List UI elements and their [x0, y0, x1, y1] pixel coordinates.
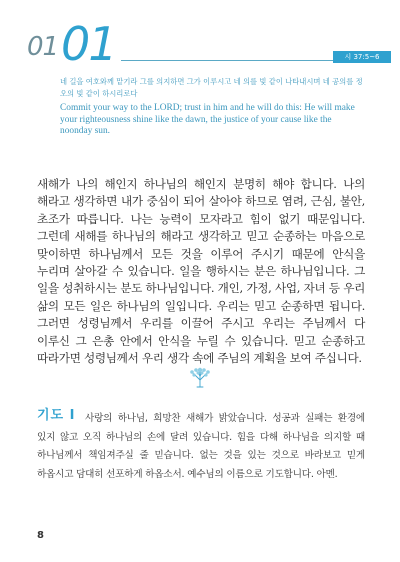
tree-icon — [187, 366, 213, 388]
verse-korean: 네 길을 여호와께 맡기라 그를 의지하면 그가 이루시고 네 의를 빛 같이 나타내시며 네 공의를 정오의 빛 같이 하시리로다 — [60, 77, 363, 98]
date-header — [27, 17, 380, 71]
verse-english: Commit your way to the LORD; trust in him and he will do this: He will make your righteousness shine like the dawn, the justice of your cause like the noonday sun. — [60, 103, 355, 136]
day-number: 01 — [61, 17, 116, 71]
devotional-body: 새해가 나의 해인지 하나님의 해인지 분명히 해야 합니다. 나의 해라고 생각하면 내가 중심이 되어 살아야 하므로 염려, 근심, 불안, 초조가 따릅니다. 나는 능력이 모자라고 힘이 없기 때문입니다. 그런데 새해를 하나님의 해라고 생각하고 믿고 순종하는 마음으로 맞이하면 하나님께서 모든 것을 이루어 주시기 때문에 안식을 누리며 살아갈 수 있습니다. 일을 행하시는 분은 하나님입니다. 그 일을 성취하시는 분도 하나님입니다. 개인, 가정, 사업, 자녀 등 우리 삶의 모든 일은 하나님의 일입니다. 우리는 믿고 순종하면 됩니다. 그러면 성령님께서 우리를 이끌어 주시고 우리는 주님께서 다 이루신 그 은총 안에서 안식을 누릴 수 있습니다. 믿고 순종하고 따라가면 성령님께서 우리 생각 속에 주님의 계획을 보여 주십니다. — [37, 177, 365, 366]
scripture-reference-badge: 시 37:5~6 — [333, 51, 391, 63]
page-number: 8 — [37, 530, 44, 541]
prayer-block — [37, 410, 365, 484]
prayer-label: 기도 I — [37, 408, 76, 423]
prayer-text: 사랑의 하나님, 희망찬 새해가 밝았습니다. 성공과 실패는 환경에 있지 않고 오직 하나님의 손에 달려 있습니다. 힘을 다해 하나님을 의지할 때 하나님께서 책임져주실 줄 믿습니다. 없는 것을 있는 것으로 바라보고 믿게 하옵시고 담대히 선포하게 하옵소서. 예수님의 이름으로 기도합니다. 아멘. — [37, 413, 365, 480]
month-number: 01 — [27, 32, 59, 62]
header-rule — [121, 60, 333, 61]
